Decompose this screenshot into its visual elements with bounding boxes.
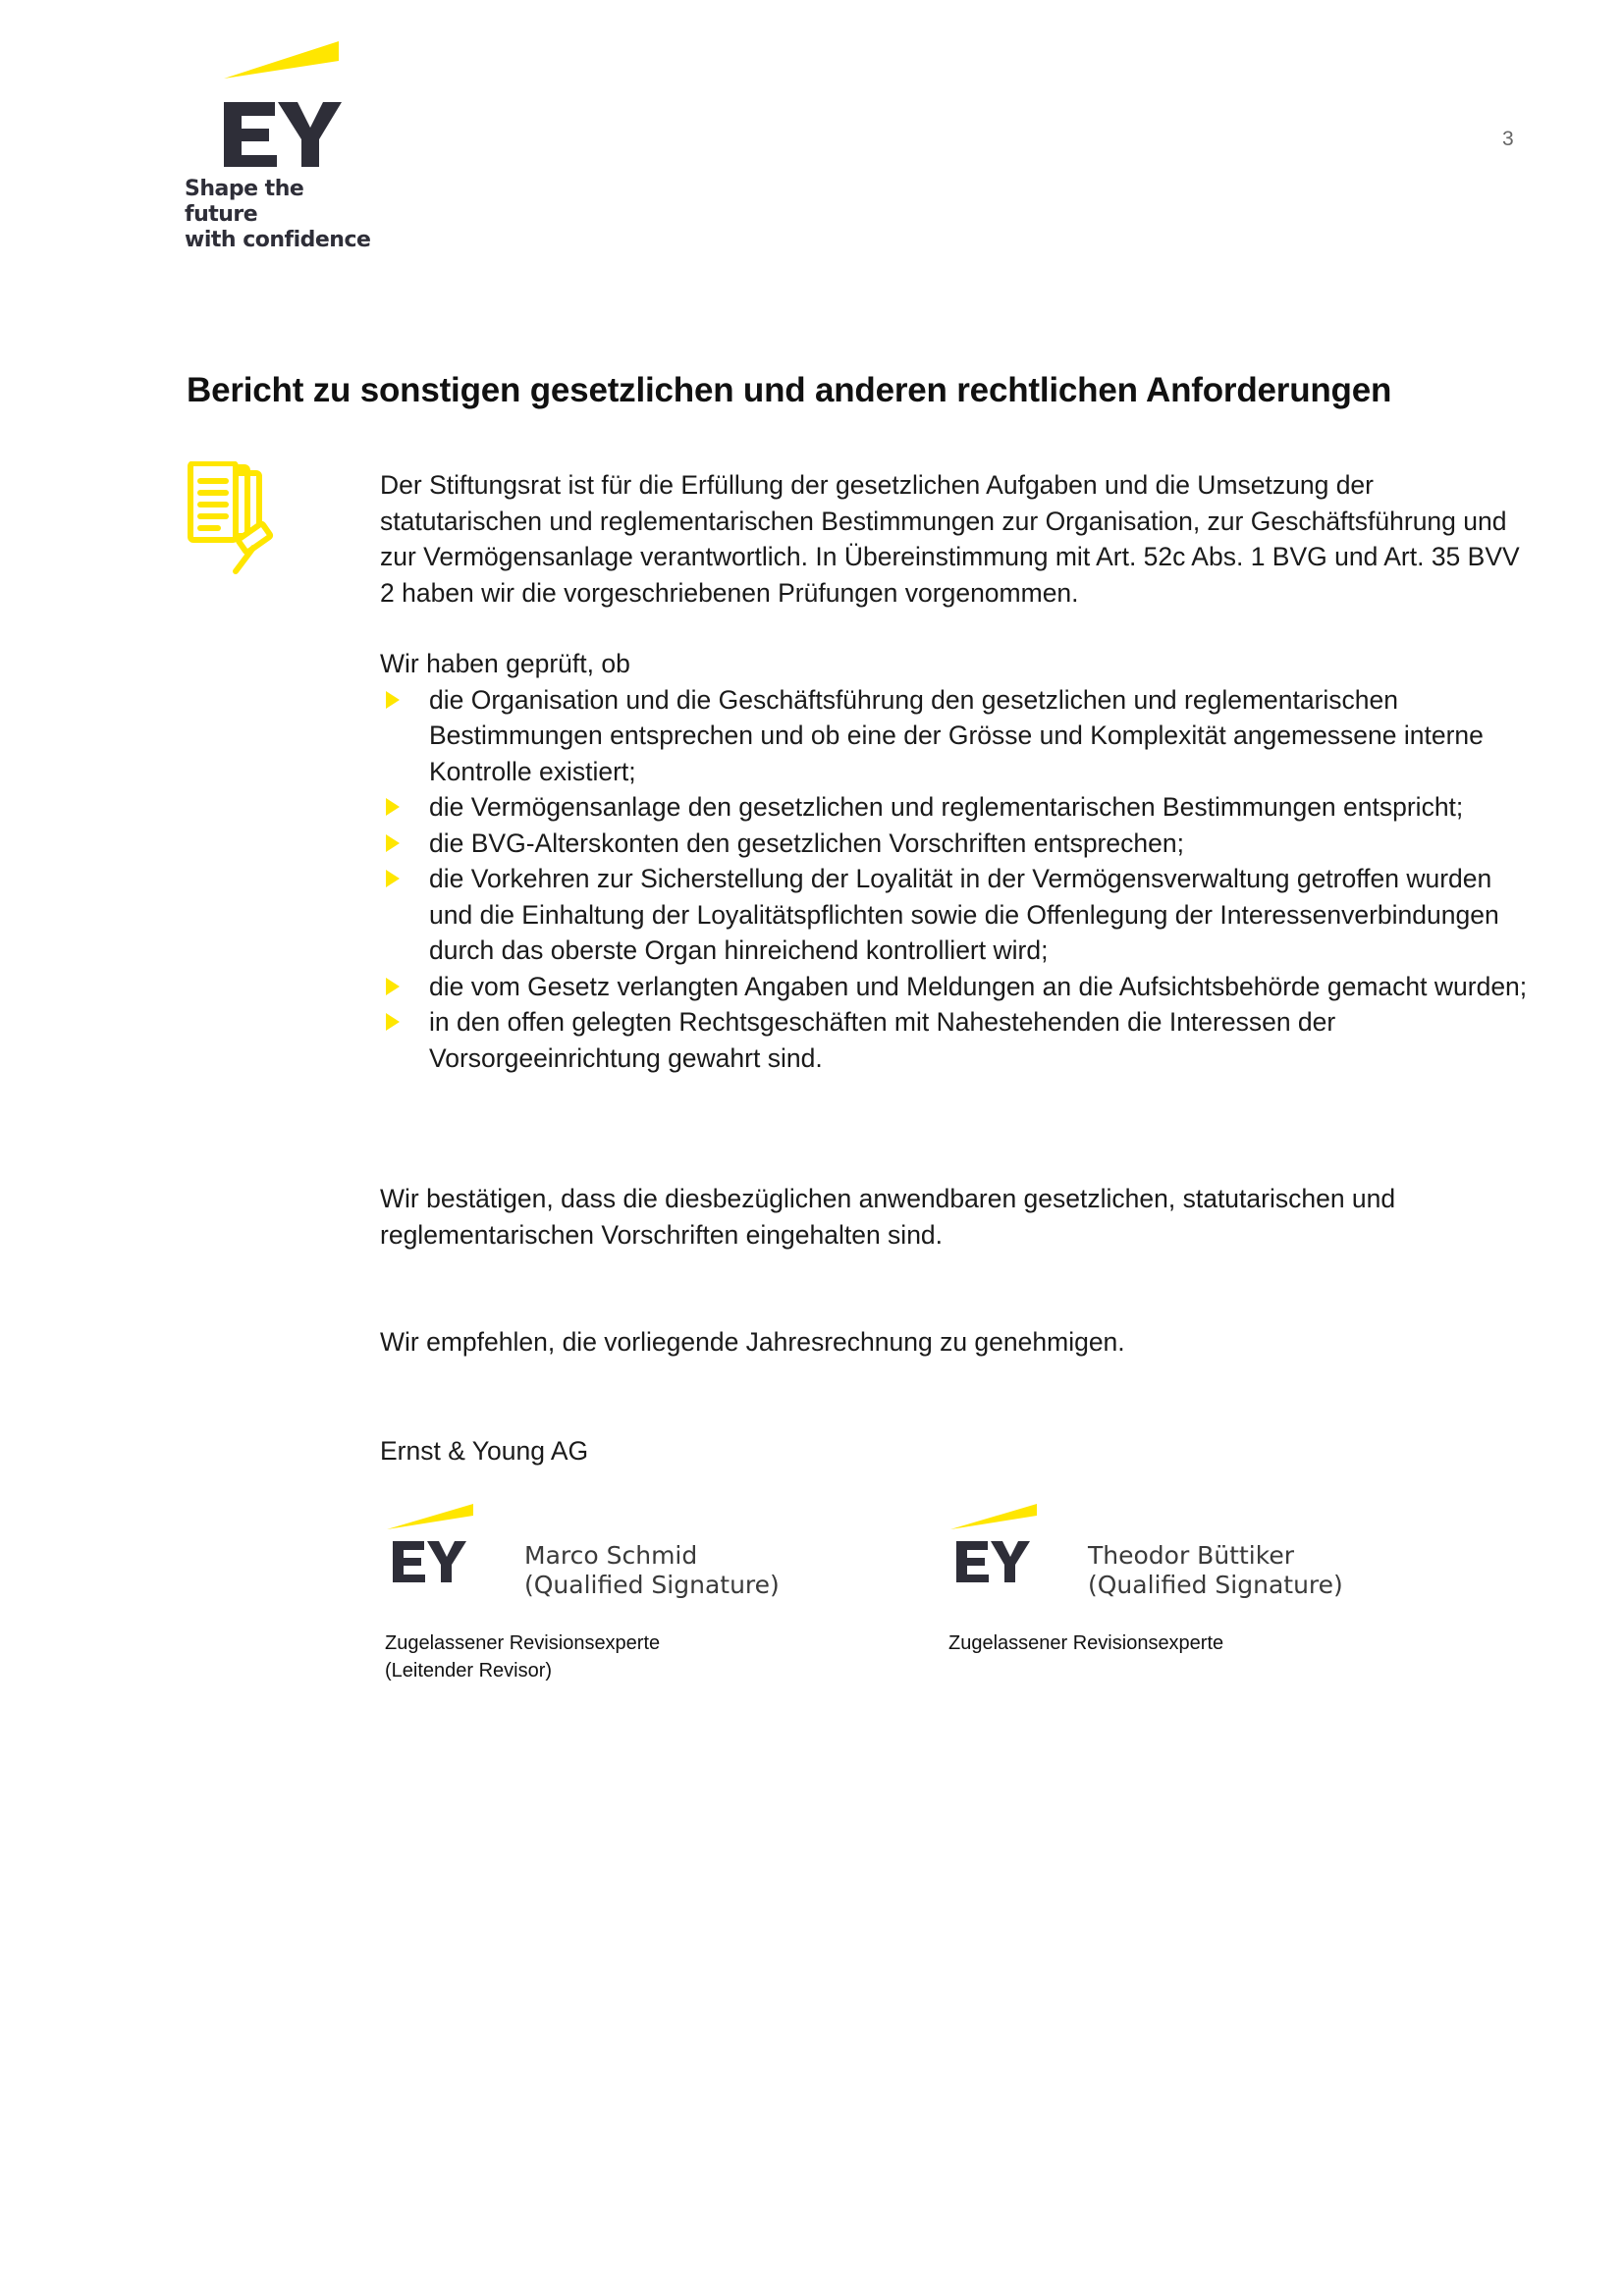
paragraph-responsibility: Der Stiftungsrat ist für die Erfüllung der gesetzlichen Aufgaben und die Umsetzung der statutarischen und reglementarischen Bestimmungen zur Organisation, zur Geschäftsführung und zur Vermögensanlage verantwortlich. In Übereinstimmung mit Art. 52c Abs. 1 BVG und Art. 35 BVV 2 haben wir die vorgeschriebenen Prüfungen vorgenommen. <box>380 470 1520 608</box>
list-item: die Vorkehren zur Sicherstellung der Loyalität in der Vermögensverwaltung getroffen wurden und die Einhaltung der Loyalitätspflichten sowie die Offenlegung der Interessenverbindungen durch das oberste Organ hinreichend kontrolliert wird; <box>380 861 1529 969</box>
signer-qualifier: (Qualified Signature) <box>1088 1571 1343 1599</box>
triangle-bullet-icon <box>386 691 400 709</box>
ey-logo-icon <box>948 1504 1037 1592</box>
list-item: die Organisation und die Geschäftsführung den gesetzlichen und reglementarischen Bestimmungen entsprechen und ob eine der Grösse und Komplexität angemessene interne Kontrolle existiert; <box>380 682 1529 790</box>
logo-tagline-line1: Shape the future <box>185 177 304 227</box>
signer-role-detail: (Leitender Revisor) <box>385 1660 553 1682</box>
logo-tagline-line2: with confidence <box>185 228 371 252</box>
body-paragraph-responsibility <box>380 467 1529 611</box>
signer-qualifier: (Qualified Signature) <box>524 1571 780 1599</box>
body-paragraph-recommendation <box>380 1324 1529 1361</box>
documents-gavel-icon <box>185 461 283 589</box>
list-item: in den offen gelegten Rechtsgeschäften mit Nahestehenden die Interessen der Vorsorgeeinrichtung gewahrt sind. <box>380 1004 1529 1076</box>
ey-logo-icon <box>185 41 381 174</box>
signer-role: Zugelassener Revisionsexperte <box>385 1632 661 1654</box>
body-paragraph-confirmation <box>380 1181 1529 1253</box>
ey-logo-icon <box>385 1504 473 1592</box>
triangle-bullet-icon <box>386 1013 400 1031</box>
page-number: 3 <box>1502 128 1514 150</box>
ey-logo <box>185 41 381 252</box>
signer-role: Zugelassener Revisionsexperte <box>948 1632 1224 1654</box>
triangle-bullet-icon <box>386 978 400 995</box>
signer-name: Marco Schmid <box>524 1541 698 1570</box>
triangle-bullet-icon <box>386 798 400 816</box>
audit-checks-list <box>380 682 1529 1077</box>
signature-block-1 <box>385 1504 895 1681</box>
company-name-block <box>380 1433 1529 1469</box>
triangle-bullet-icon <box>386 870 400 887</box>
triangle-bullet-icon <box>386 834 400 852</box>
company-name: Ernst & Young AG <box>380 1436 589 1466</box>
audit-intro: Wir haben geprüft, ob <box>380 649 630 678</box>
list-item: die BVG-Alterskonten den gesetzlichen Vorschriften entsprechen; <box>380 826 1529 862</box>
list-item: die Vermögensanlage den gesetzlichen und reglementarischen Bestimmungen entspricht; <box>380 789 1529 826</box>
audit-checks <box>380 646 1529 1076</box>
signer-name: Theodor Büttiker <box>1088 1541 1294 1570</box>
paragraph-recommendation: Wir empfehlen, die vorliegende Jahresrechnung zu genehmigen. <box>380 1327 1125 1357</box>
section-title: Bericht zu sonstigen gesetzlichen und anderen rechtlichen Anforderungen <box>187 371 1392 409</box>
list-item: die vom Gesetz verlangten Angaben und Meldungen an die Aufsichtsbehörde gemacht wurden; <box>380 969 1529 1005</box>
paragraph-confirmation: Wir bestätigen, dass die diesbezüglichen anwendbaren gesetzlichen, statutarischen und reglementarischen Vorschriften eingehalten sind. <box>380 1184 1396 1250</box>
signature-block-2 <box>948 1504 1459 1681</box>
